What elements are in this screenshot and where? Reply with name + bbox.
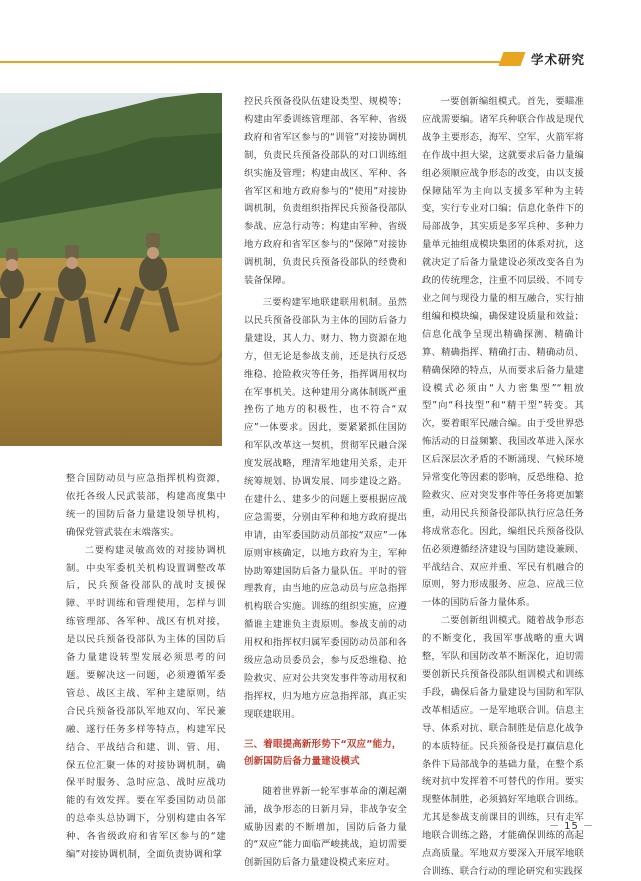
section-heading: 三、着眼提高新形势下“双应”能力，创新国防后备力量建设模式 xyxy=(244,738,402,768)
section-title: 学术研究 xyxy=(531,52,586,67)
paragraph: 二要创新组训模式。随着战争形态的不断变化，我国军事战略的重大调整，军队和国防改革不断深化，迫切需要创新民兵预备役部队组训模式和训练手段，确保后备力量建设与国防和军队改革相适应。一是军地联合训。信息主导、体系对抗、联合制胜是信息化战争的本质特征。民兵预备役是打赢信息化条件下局部战争的基础力量，在整个系统对抗中发挥着不可替代的作用。要实现整体制胜，必须搞好军地联合训练。尤其是参战支前课目的训练，只有走军地联合训练之路，才能确保训练的高起点高质量。军地双方要深入开展军地联合训练、联合行动的理论研究和实践探 xyxy=(422,615,584,877)
paragraph: 三要构建军地联建联用机制。虽然以民兵预备役部队为主体的国防后备力量建设，其人力、财力、物力资源在地方，但无论是参战支前，还是执行反恐维稳、抢险救灾等任务，指挥调用权均在军事机关。这种建用分离体制既严重挫伤了地方的积极性，也不符合“双应”一体要求。因此，要紧紧抓住国防和军队改革这一契机，贯彻军民融合深度发展战略，理清军地建用关系，走开统筹规划、协调发展、同步建设之路。在建什么、建多少的问题上要根据应战应急需要，分别由军种和地方政府提出申请，由军委国防动员部按“双应”一体原则审核确定，以地方政府为主，军种协助筹建国防后备力量队伍。平时的管理教育，由当地的应急动员与应急指挥机构联合实施。训练的组织实施，应遵循谁主建谁负主责原则。参战支前的动用权和指挥权归属军委国防动员部和各级应急动员委员会，参与反恐维稳、抢险救灾、应对公共突发事件等动用权和指挥权，归为地方应急指挥部，真正实现联建联用。 xyxy=(244,296,407,720)
header-rule xyxy=(0,61,500,63)
left-column xyxy=(66,470,226,864)
paragraph: 一要创新编组模式。首先，要瞄准应战需要编。诸军兵种联合作战是现代战争主要形态，海军、空军、火箭军将在作战中担大梁，这就要求后备力量编组必须顺应战争形态的改变，由以支援保障陆军为主向以支援多军种为主转变，实行专业对口编；信息化条件下的局部战争，其实质是多军兵种、多种力量单元抽组成模块集团的体系对抗，这就决定了后备力量建设必须改变各自为政的传统理念，注重不同层级、不同专业之间与现役力量的相互融合，实行抽组编和模块编，确保建设质量和效益；信息化战争呈现出精确探测、精确计算、精确指挥、精确打击、精确动员、精确保障的特点，从而要求后备力量建设模式必须由“人力密集型”“粗放型”向“科技型”和“精干型”转变。其次，要着眼军民融合编。由于受世界恐怖活动的日益频繁、我国改革进入深水区后深层次矛盾的不断涌现、气候环境异常变化等因素的影响，反恐维稳、抢险救灾、应对突发事件等任务将更加繁重，动用民兵预备役部队执行应急任务将成常态化。因此，编组民兵预备役队伍必须遵循经济建设与国防建设兼顾、平战结合、双应并重、军民有机融合的原则，努力形成服务、应急、应战三位一体的国防后备力量体系。 xyxy=(422,96,584,609)
soldiers-training-photo xyxy=(0,93,222,446)
photo-illustration xyxy=(0,93,222,446)
right-column xyxy=(422,93,584,881)
paragraph: 随着世界新一轮军事革命的潮起潮涌，战争形态的日新月异，非战争安全威胁因素的不断增加，国防后备力量的“双应”能力面临严峻挑战，迫切需要创新国防后备力量建设模式来应对。 xyxy=(244,785,407,869)
paragraph: 二要构建灵敏高效的对接协调机制。中央军委机关机构设置调整改革后，民兵预备役部队的战时支援保障、平时训练和管理使用，怎样与训练管理部、各军种、战区有机对接，是以民兵预备役部队为主体的国防后备力量建设转型发展必须思考的问题。要解决这一问题，必须遵循军委管总、战区主战、军种主建原则，结合民兵预备役部队军地双向、军民兼融、遂行任务多样等特点，构建军民结合、平战结合和建、训、管、用、保五位汇聚一体的对接协调机制，确保平时服务、急时应急、战时应战功能的有效发挥。要在军委国防动员部的总牵头总协调下，分别构建由各军种、各省级政府和省军区参与的“建编”对接协调机制，全面负责协调和掌 xyxy=(66,544,226,861)
middle-column xyxy=(244,93,407,872)
paragraph: 控民兵预备役队伍建设类型、规模等；构建由军委训练管理部、各军种、省级政府和省军区参与的“训管”对接协调机制，负责民兵预备役部队的对口训练组织实施及管理；构建由战区、军种、各省军区和地方政府参与的“使用”对接协调机制，负责组织指挥民兵预备役部队参战、应急行动等；构建由军种、省级地方政府和省军区参与的“保障”对接协调机制，负责民兵预备役部队的经费和装备保障。 xyxy=(244,96,407,287)
paragraph: 整合国防动员与应急指挥机构资源，依托各级人民武装部，构建高度集中统一的国防后备力量建设领导机构，确保党管武装在末端落实。 xyxy=(66,473,226,538)
page-number: － 15 － xyxy=(549,821,595,832)
